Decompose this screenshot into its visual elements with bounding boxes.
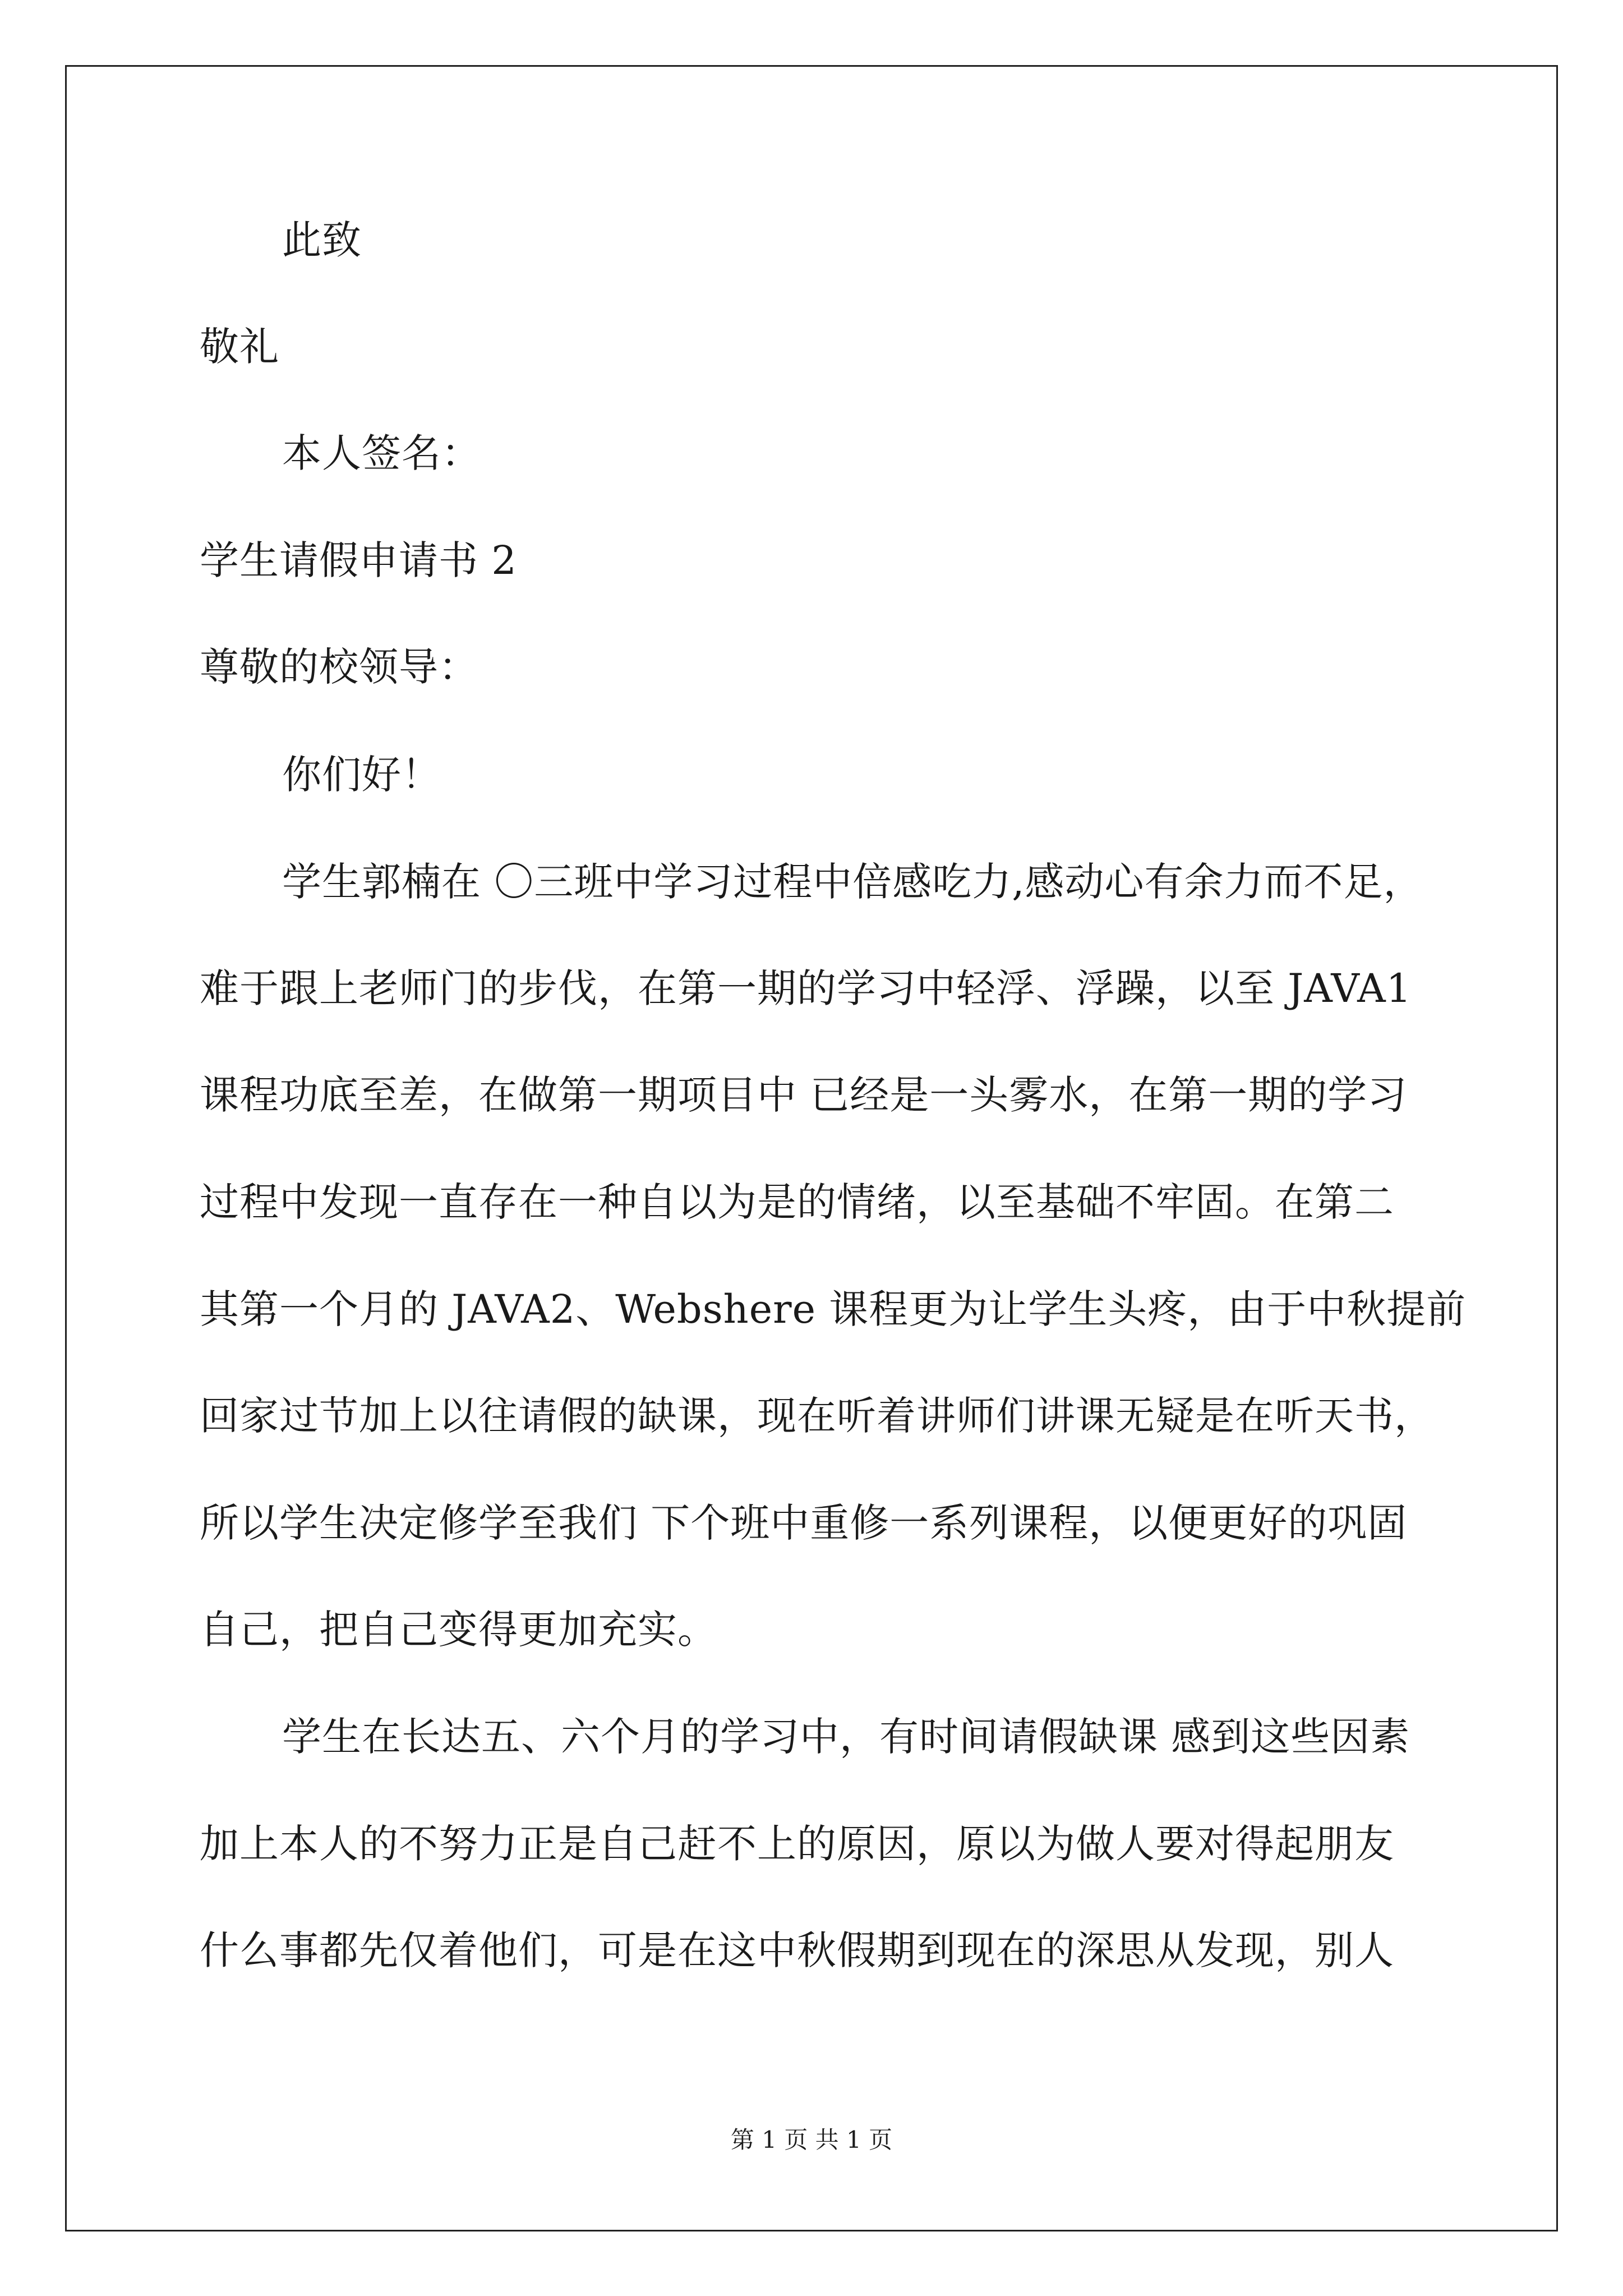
paragraph-line: 学生在长达五、六个月的学习中，有时间请假缺课 感到这些因素 bbox=[282, 1714, 1410, 1760]
paragraph-line: 难于跟上老师门的步伐，在第一期的学习中轻浮、浮躁，以至 JAVA1 bbox=[200, 965, 1412, 1011]
paragraph-line: 课程功底至差，在做第一期项目中 已经是一头雾水，在第一期的学习 bbox=[200, 1072, 1408, 1118]
paragraph-line: 什么事都先仅着他们，可是在这中秋假期到现在的深思从发现，别人 bbox=[200, 1927, 1394, 1973]
addressee: 尊敬的校领导： bbox=[200, 644, 478, 690]
signature-label: 本人签名： bbox=[282, 430, 481, 476]
paragraph-line: 加上本人的不努力正是自己赶不上的原因，原以为做人要对得起朋友 bbox=[200, 1821, 1394, 1867]
greeting: 你们好！ bbox=[282, 752, 441, 798]
paragraph-line: 学生郭楠在 〇三班中学习过程中倍感吃力,感动心有余力而不足， bbox=[282, 859, 1423, 905]
paragraph-line: 回家过节加上以往请假的缺课，现在听着讲师们讲课无疑是在听天书， bbox=[200, 1393, 1434, 1439]
section-title: 学生请假申请书 2 bbox=[200, 537, 517, 583]
closing-salutation: 此致 bbox=[282, 217, 362, 263]
paragraph-line: 其第一个月的 JAVA2、Webshere 课程更为让学生头疼，由于中秋提前 bbox=[200, 1286, 1467, 1332]
paragraph-line: 所以学生决定修学至我们 下个班中重修一系列课程，以便更好的巩固 bbox=[200, 1500, 1408, 1546]
paragraph-line: 过程中发现一直存在一种自以为是的情绪，以至基础不牢固。在第二 bbox=[200, 1179, 1394, 1225]
page-border bbox=[65, 65, 1558, 2231]
paragraph-line: 自己，把自己变得更加充实。 bbox=[200, 1607, 717, 1653]
page-number-footer: 第 1 页 共 1 页 bbox=[730, 2126, 893, 2154]
closing-respect: 敬礼 bbox=[200, 324, 279, 370]
